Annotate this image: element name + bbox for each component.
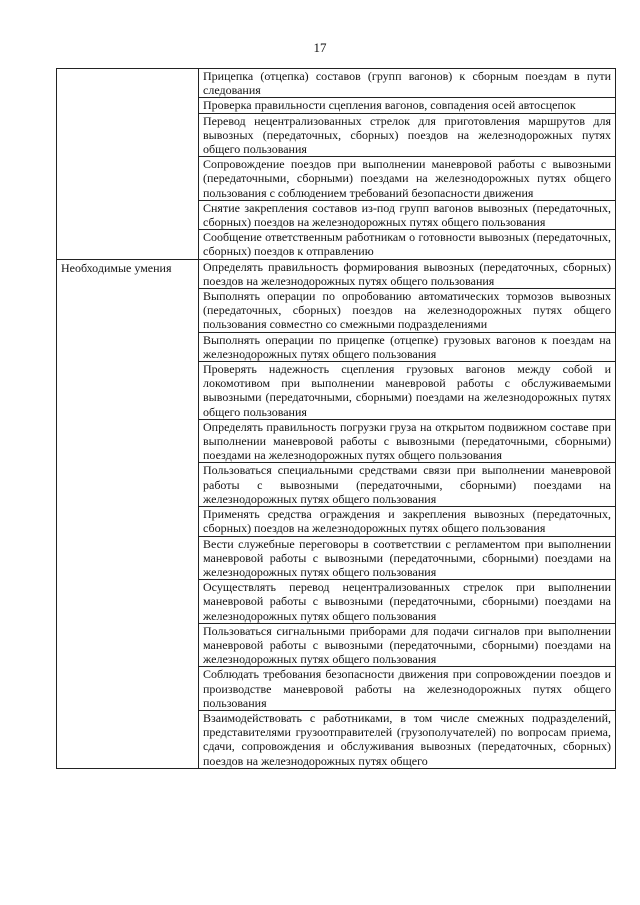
skill-item: Осуществлять перевод нецентрализованных стрелок при выполнении маневровой работы с вывозными (передаточными, сборными) поездами на железнодорожных путях общего пользования [199, 580, 615, 624]
skill-item: Вести служебные переговоры в соответствии с регламентом при выполнении маневровой работы с вывозными (передаточными, сборными) поездами на железнодорожных путях общего пользования [199, 537, 615, 581]
skill-item: Пользоваться специальными средствами связи при выполнении маневровой работы с вывозными (передаточными, сборными) поездами на железнодорожных путях общего пользования [199, 463, 615, 507]
row-label-cell [57, 69, 199, 260]
labor-action-item: Сообщение ответственным работникам о готовности вывозных (передаточных, сборных) поездов к отправлению [203, 230, 611, 259]
skill-item: Взаимодействовать с работниками, в том числе смежных подразделений, представителями грузоотправителей (грузополучателей) по вопросам приема, сдачи, сопровождения и обслуживания вывозных (передаточных, сборных) поездов на железнодорожных путях общего [203, 710, 611, 768]
labor-action-item: Снятие закрепления составов из-под групп вагонов вывозных (передаточных, сборных) поездов на железнодорожных путях общего пользования [199, 201, 615, 230]
skill-item: Определять правильность формирования вывозных (передаточных, сборных) поездов на железнодорожных путях общего пользования [199, 260, 615, 289]
row-content-cell [199, 69, 616, 260]
competency-table [56, 68, 616, 769]
skill-item: Соблюдать требования безопасности движения при сопровождении поездов и производстве маневровой работы на железнодорожных путях общего пользования [199, 667, 615, 711]
row-label [57, 69, 198, 70]
labor-action-item: Сопровождение поездов при выполнении маневровой работы с вывозными (передаточными, сборными) поездами на железнодорожных путях общего пользования с соблюдением требований безопасности движения [199, 157, 615, 201]
skill-item: Пользоваться сигнальными приборами для подачи сигналов при выполнении маневровой работы с вывозными (передаточными, сборными) поездами на железнодорожных путях общего пользования [199, 624, 615, 668]
table-row-labor-actions [57, 69, 616, 260]
row-content-cell [199, 259, 616, 768]
row-label-cell [57, 259, 199, 768]
row-label: Необходимые умения [61, 260, 172, 275]
skill-item: Проверять надежность сцепления грузовых вагонов между собой и локомотивом при выполнении маневровой работы с обслуживаемыми вывозными (передаточными, сборными) поездами на железнодорожных путях общего пользования [199, 362, 615, 420]
labor-action-item: Перевод нецентрализованных стрелок для приготовления маршрутов для вывозных (передаточных, сборных) поездов на железнодорожных путях общего пользования [199, 114, 615, 158]
labor-action-item: Прицепка (отцепка) составов (групп вагонов) к сборным поездам в пути следования [199, 69, 615, 98]
skill-item: Определять правильность погрузки груза на открытом подвижном составе при выполнении маневровой работы с вывозными (передаточными, сборными) поездами на железнодорожных путях общего пользования [199, 420, 615, 464]
skill-item: Выполнять операции по опробованию автоматических тормозов вывозных (передаточных, сборных) поездов на железнодорожных путях общего пользования совместно со смежными подразделениями [199, 289, 615, 333]
labor-action-item: Проверка правильности сцепления вагонов, совпадения осей автосцепок [199, 98, 615, 113]
skill-item: Выполнять операции по прицепке (отцепке) грузовых вагонов к поездам на железнодорожных путях общего пользования [199, 333, 615, 362]
table-row-required-skills [57, 259, 616, 768]
page-number: 17 [313, 40, 327, 55]
skill-item: Применять средства ограждения и закрепления вывозных (передаточных, сборных) поездов на железнодорожных путях общего пользования [199, 507, 615, 536]
